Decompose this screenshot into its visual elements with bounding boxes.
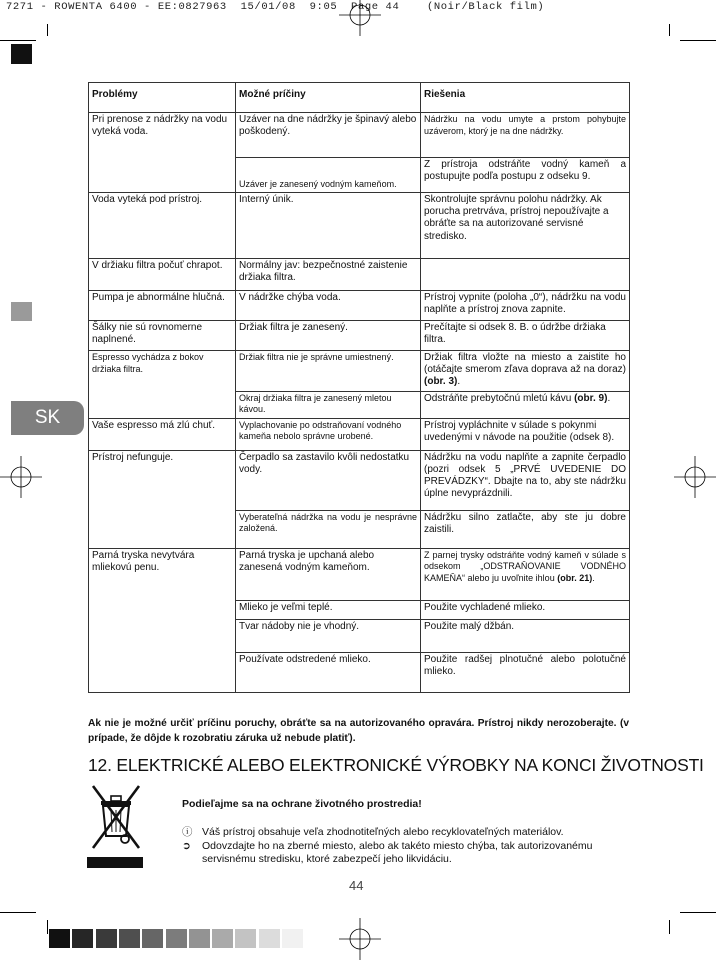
- registration-mark-icon: [0, 456, 42, 498]
- color-swatch: [166, 929, 187, 948]
- troubleshooting-table: [88, 82, 630, 693]
- table-row: [89, 548, 630, 600]
- environment-heading: Podieľajme sa na ochrane životného prostredia!: [182, 798, 422, 810]
- color-swatch: [189, 929, 210, 948]
- table-row: [89, 321, 630, 351]
- page-number: 44: [349, 878, 364, 893]
- table-header-row: [89, 83, 630, 113]
- color-swatch: [235, 929, 256, 948]
- cause-cell: Držiak filtra je zanesený.: [236, 321, 421, 351]
- cause-cell: Uzáver je zanesený vodným kameňom.: [236, 158, 421, 193]
- solution-cell: Nádržku na vodu naplňte a zapnite čerpadlo (pozri odsek 5 „PRVÉ UVEDENIE DO PREVÁDZKY“. Dbajte na to, aby ste nádržku úplne nevyprázdnili.: [421, 450, 630, 510]
- color-swatch: [282, 929, 303, 948]
- cause-cell: Vyplachovanie po odstraňovaní vodného kameňa nebolo správne urobené.: [236, 418, 421, 450]
- solution-text: Držiak filtra vložte na miesto a zaistite ho (otáčajte smerom zľava doprava až na doraz): [424, 352, 626, 376]
- problem-cell: Voda vyteká pod prístroj.: [89, 193, 236, 259]
- cause-cell: Okraj držiaka filtra je zanesený mletou kávou.: [236, 391, 421, 418]
- color-swatch: [49, 929, 70, 948]
- problem-cell: V držiaku filtra počuť chrapot.: [89, 259, 236, 291]
- cause-cell: Používate odstredené mlieko.: [236, 652, 421, 692]
- solution-cell: Skontrolujte správnu polohu nádržky. Ak porucha pretrváva, prístroj nepoužívajte a obráťte sa na autorizované servisné stredisko.: [421, 193, 630, 259]
- crop-mark: [47, 920, 48, 934]
- problem-cell: Pumpa je abnormálne hlučná.: [89, 291, 236, 321]
- registration-mark-icon: [339, 0, 381, 36]
- column-header: Problémy: [89, 83, 236, 113]
- cause-cell: Čerpadlo sa zastavilo kvôli nedostatku vody.: [236, 450, 421, 510]
- table-row: [89, 193, 630, 259]
- column-header: Možné príčiny: [236, 83, 421, 113]
- list-item-text: Váš prístroj obsahuje veľa zhodnotiteľných alebo recyklovateľných materiálov.: [202, 826, 564, 838]
- solution-end: .: [607, 392, 611, 404]
- problem-cell: Prístroj nefunguje.: [89, 450, 236, 548]
- figure-ref: (obr. 21): [557, 572, 593, 583]
- solution-cell: Nádržku na vodu umyte a prstom pohybujte uzáverom, ktorý je na dne nádržky.: [421, 113, 630, 158]
- color-swatch: [142, 929, 163, 948]
- crop-mark: [669, 920, 670, 934]
- solution-cell: [421, 548, 630, 600]
- crossed-out-bin-icon: [87, 782, 145, 872]
- language-tab-sk: SK: [11, 401, 84, 435]
- cause-cell: Parná tryska je upchaná alebo zanesená vodným kameňom.: [236, 548, 421, 600]
- crop-mark: [0, 40, 36, 41]
- table-row: [89, 450, 630, 510]
- registration-mark-icon: [674, 456, 716, 498]
- list-item-text: Odovzdajte ho na zberné miesto, alebo ak takéto miesto chýba, tak autorizovanému servisnému stredisku, ktoré zabezpečí jeho likvidáciu.: [202, 840, 593, 865]
- solution-cell: Prečítajte si odsek 8. B. o údržbe držiaka filtra.: [421, 321, 630, 351]
- solution-text: Odstráňte prebytočnú mletú kávu: [424, 392, 572, 404]
- gray-tab-marker: [11, 302, 32, 321]
- table-row: [89, 113, 630, 158]
- column-header: Riešenia: [421, 83, 630, 113]
- solution-cell: Z prístroja odstráňte vodný kameň a postupujte podľa postupu z odseku 9.: [421, 158, 630, 193]
- color-swatch: [259, 929, 280, 948]
- figure-ref: (obr. 9): [574, 392, 608, 404]
- cause-cell: Mlieko je veľmi teplé.: [236, 600, 421, 619]
- cause-cell: Normálny jav: bezpečnostné zaistenie držiaka filtra.: [236, 259, 421, 291]
- table-row: [89, 259, 630, 291]
- color-swatch: [212, 929, 233, 948]
- solution-cell: Prístroj vypnite (poloha „0“), nádržku na vodu naplňte a prístroj znova zapnite.: [421, 291, 630, 321]
- crop-mark: [47, 24, 48, 36]
- crop-mark: [680, 40, 716, 41]
- black-block: [11, 44, 32, 64]
- solution-end: .: [592, 572, 595, 583]
- color-swatch: [72, 929, 93, 948]
- solution-cell: Použite malý džbán.: [421, 619, 630, 652]
- cause-cell: Uzáver na dne nádržky je špinavý alebo poškodený.: [236, 113, 421, 158]
- solution-text: Z parnej trysky odstráňte vodný kameň v súlade s odsekom „ODSTRAŇOVANIE VODNÉHO KAMEŇA“ alebo ju uvoľnite ihlou: [424, 549, 626, 583]
- section-title: 12. ELEKTRICKÉ ALEBO ELEKTRONICKÉ VÝROBKY NA KONCI ŽIVOTNOSTI: [88, 755, 704, 775]
- table-row: [89, 418, 630, 450]
- crop-mark: [680, 912, 716, 913]
- problem-cell: Pri prenose z nádržky na vodu vyteká voda.: [89, 113, 236, 193]
- cause-cell: Vyberateľná nádržka na vodu je nesprávne založená.: [236, 510, 421, 548]
- solution-end: .: [457, 376, 461, 388]
- problem-cell: Šálky nie sú rovnomerne naplnené.: [89, 321, 236, 351]
- problem-cell: Espresso vychádza z bokov držiaka filtra.: [89, 351, 236, 419]
- figure-ref: (obr. 3): [424, 376, 458, 388]
- cause-cell: V nádržke chýba voda.: [236, 291, 421, 321]
- solution-cell: Prístroj vypláchnite v súlade s pokynmi uvedenými v návode na použitie (odsek 8).: [421, 418, 630, 450]
- cause-cell: Držiak filtra nie je správne umiestnený.: [236, 351, 421, 392]
- solution-cell: Použite radšej plnotučné alebo polotučné mlieko.: [421, 652, 630, 692]
- table-row: [89, 291, 630, 321]
- crop-mark: [669, 24, 670, 36]
- problem-cell: Vaše espresso má zlú chuť.: [89, 418, 236, 450]
- color-swatch: [96, 929, 117, 948]
- arrow-right-icon: ➲: [182, 840, 191, 852]
- color-swatch: [119, 929, 140, 948]
- recycle-info-icon: ⓘ: [182, 826, 193, 838]
- solution-cell: [421, 259, 630, 291]
- warning-text: Ak nie je možné určiť príčinu poruchy, obráťte sa na autorizovaného opravára. Prístroj nikdy nerozoberajte. (v prípade, že dôjde k rozobratiu záruka už nebude platiť).: [88, 718, 629, 744]
- print-header: 7271 - ROWENTA 6400 - EE:0827963 15/01/08 9:05 Page 44 (Noir/Black film): [6, 1, 545, 13]
- cause-cell: Interný únik.: [236, 193, 421, 259]
- solution-cell: Nádržku silno zatlačte, aby ste ju dobre zaistili.: [421, 510, 630, 548]
- cause-cell: Tvar nádoby nie je vhodný.: [236, 619, 421, 652]
- crop-mark: [0, 912, 36, 913]
- table-row: [89, 351, 630, 392]
- solution-cell: [421, 391, 630, 418]
- solution-cell: Použite vychladené mlieko.: [421, 600, 630, 619]
- solution-cell: [421, 351, 630, 392]
- problem-cell: Parná tryska nevytvára mliekovú penu.: [89, 548, 236, 692]
